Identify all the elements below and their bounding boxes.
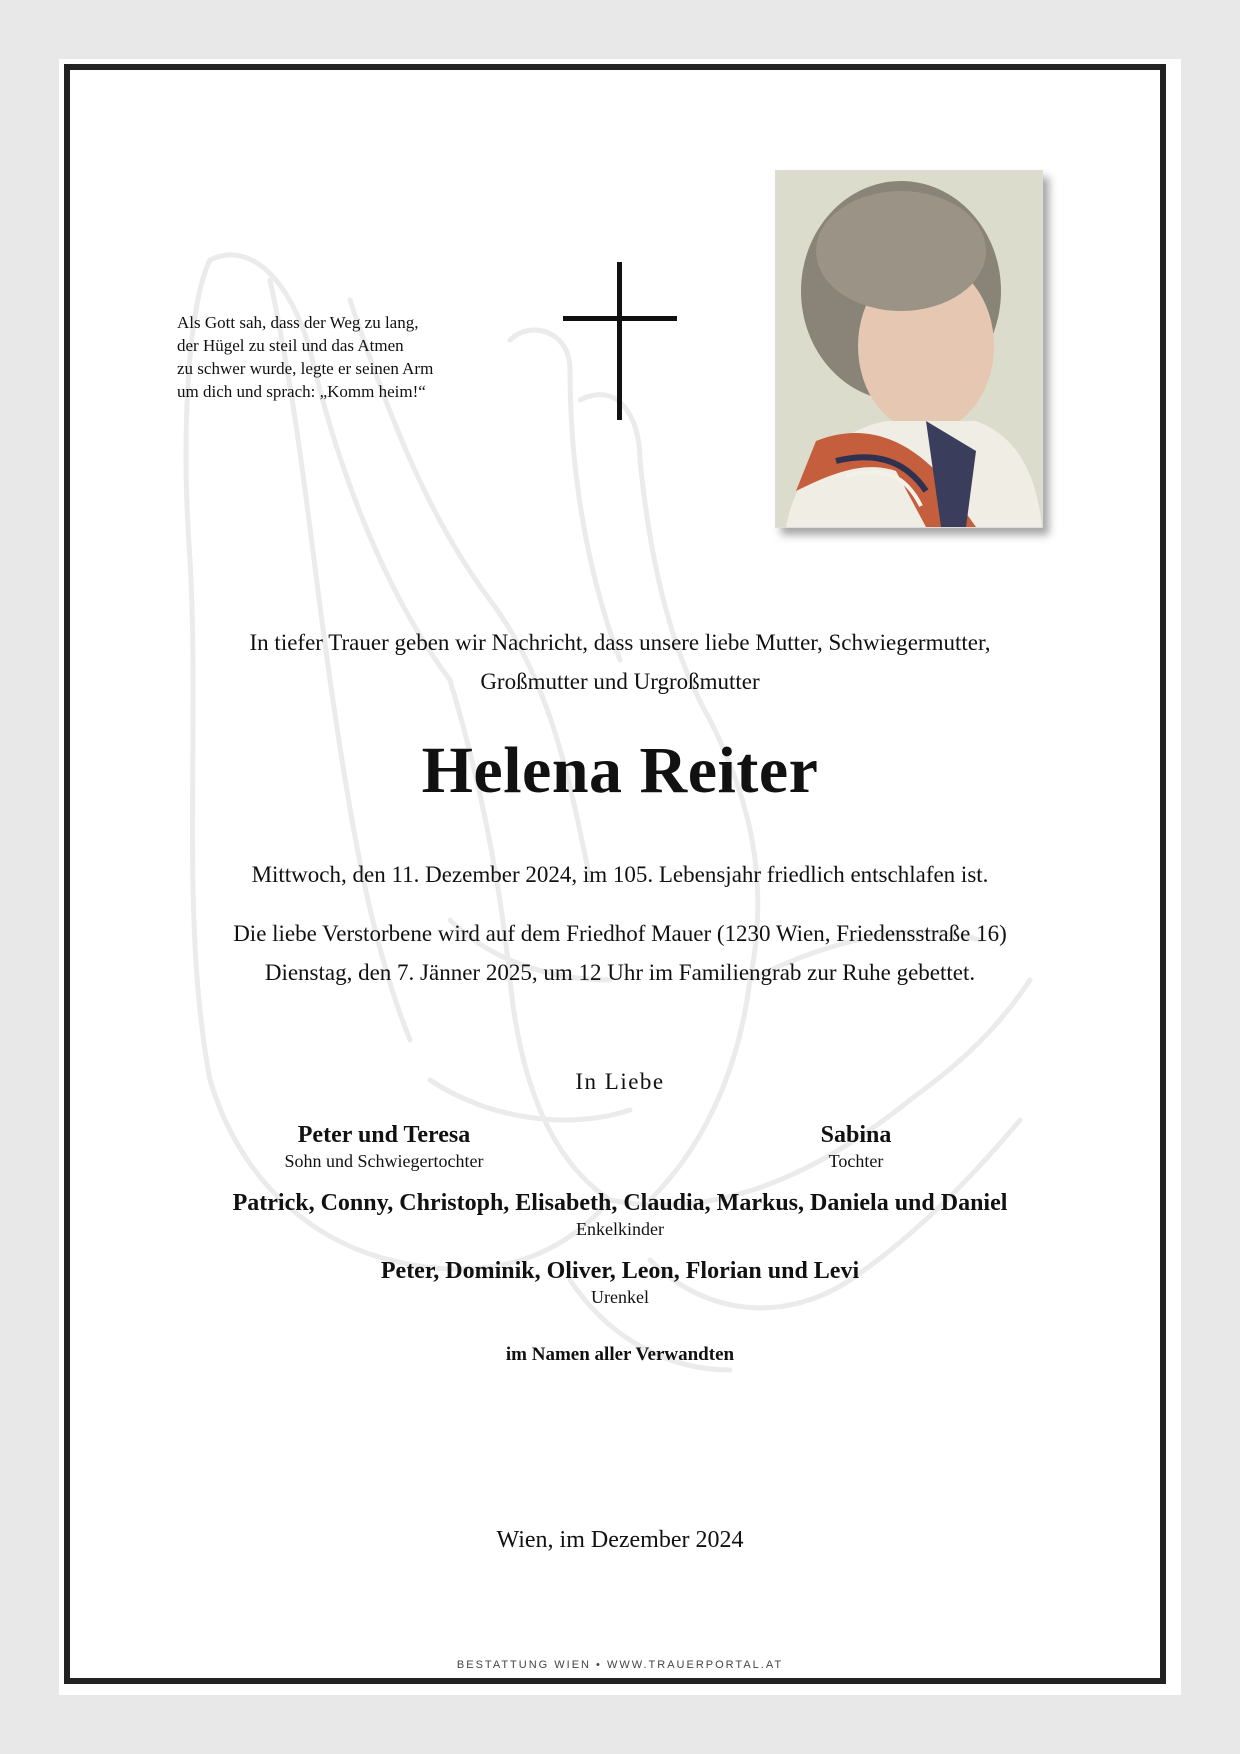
- announcement-line-1: In tiefer Trauer geben wir Nachricht, dass unsere liebe Mutter, Schwiegermutter,: [249, 630, 991, 655]
- announcement-line-2: Großmutter und Urgroßmutter: [480, 669, 760, 694]
- portrait-photo: [775, 170, 1043, 528]
- place-date: Wien, im Dezember 2024: [496, 1527, 744, 1553]
- verse-line: Als Gott sah, dass der Weg zu lang,: [177, 313, 419, 332]
- mourner-name: Patrick, Conny, Christoph, Elisabeth, Claudia, Markus, Daniela und Daniel: [232, 1190, 1008, 1216]
- verse-line: um dich und sprach: „Komm heim!“: [177, 382, 426, 401]
- mourner-name: Peter und Teresa: [297, 1122, 471, 1148]
- mourner-children-left: [234, 1120, 534, 1172]
- announcement: [64, 623, 1176, 701]
- on-behalf-line: im Namen aller Verwandten: [505, 1344, 735, 1365]
- verse-line: der Hügel zu steil und das Atmen: [177, 336, 404, 355]
- burial-info: [64, 914, 1176, 992]
- burial-line-2: Dienstag, den 7. Jänner 2025, um 12 Uhr im Familiengrab zur Ruhe gebettet.: [264, 960, 976, 985]
- mourner-relation: Urenkel: [591, 1287, 649, 1307]
- mourner-relation: Tochter: [828, 1151, 884, 1171]
- footer-credit: BESTATTUNG WIEN • WWW.TRAUERPORTAL.AT: [456, 1659, 784, 1671]
- mourner-great-grandchildren: [64, 1256, 1176, 1308]
- mourner-grandchildren: [64, 1188, 1176, 1240]
- mourner-children-right: [706, 1120, 1006, 1172]
- mourner-name: Sabina: [820, 1122, 892, 1148]
- mourner-relation: Sohn und Schwiegertochter: [284, 1151, 484, 1171]
- mourner-name: Peter, Dominik, Oliver, Leon, Florian und Levi: [380, 1258, 860, 1284]
- verse-quote: [177, 311, 477, 403]
- cross-icon: [563, 262, 677, 420]
- deceased-name: Helena Reiter: [421, 734, 819, 807]
- verse-line: zu schwer wurde, legte er seinen Arm: [177, 359, 434, 378]
- burial-line-1: Die liebe Verstorbene wird auf dem Friedhof Mauer (1230 Wien, Friedensstraße 16): [233, 921, 1007, 946]
- mourner-relation: Enkelkinder: [576, 1219, 664, 1239]
- death-notice: Mittwoch, den 11. Dezember 2024, im 105. Lebensjahr friedlich entschlafen ist.: [251, 862, 989, 887]
- in-liebe-heading: In Liebe: [575, 1069, 665, 1094]
